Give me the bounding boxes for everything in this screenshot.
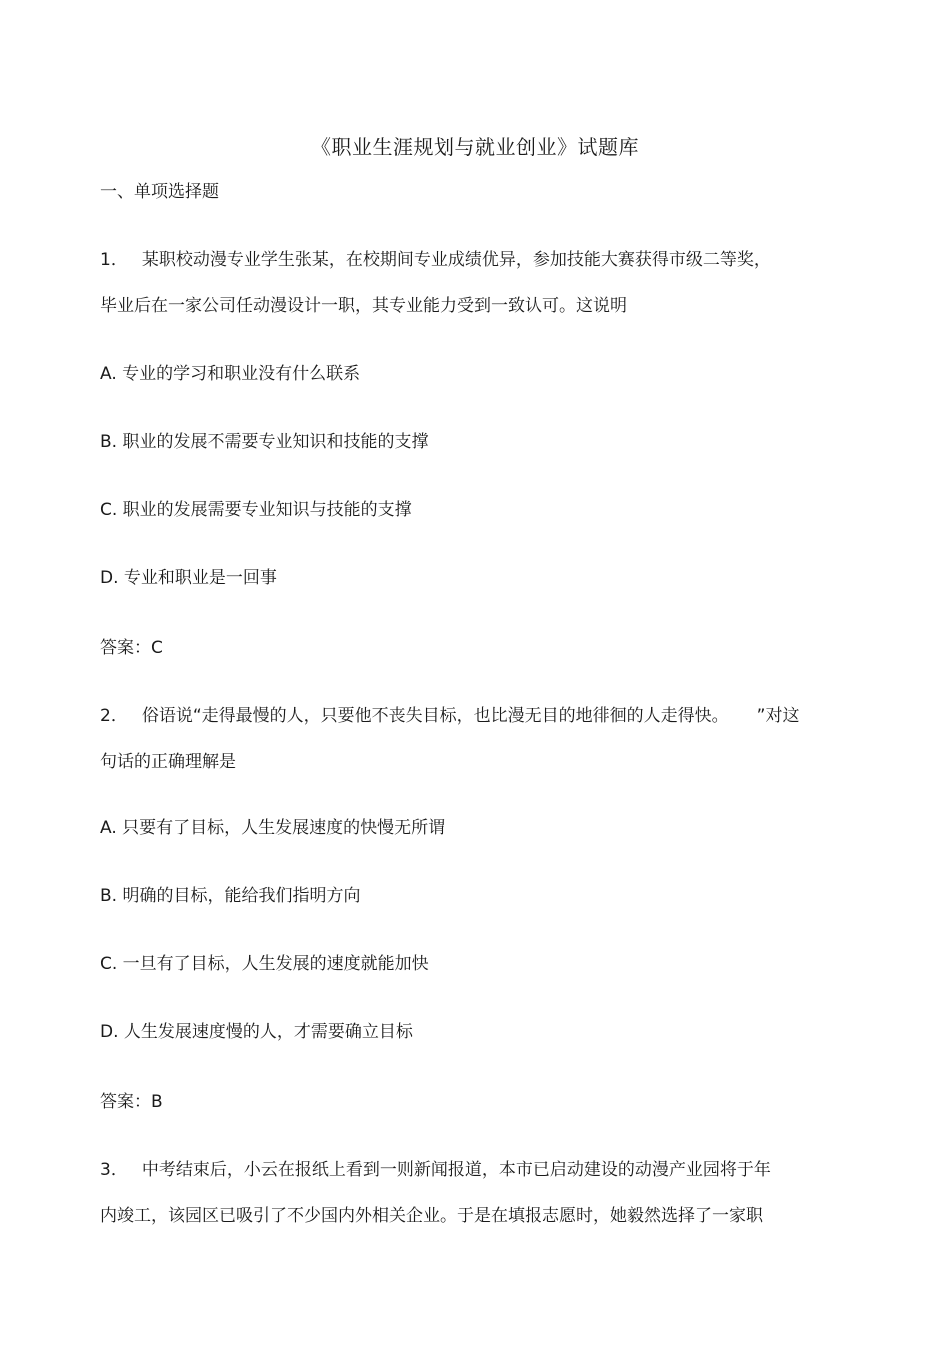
- question-1-stem-text: 某职校动漫专业学生张某，在校期间专业成绩优异，参加技能大赛获得市级二等奖，: [141, 250, 771, 270]
- question-3-stem-line-2: 内竣工，该园区已吸引了不少国内外相关企业。于是在填报志愿时，她毅然选择了一家职: [100, 1206, 763, 1226]
- question-1-option-c: C. 职业的发展需要专业知识与技能的支撑: [100, 500, 412, 520]
- question-2-option-a: A. 只要有了目标，人生发展速度的快慢无所谓: [100, 818, 446, 838]
- question-2-number: 2．: [100, 706, 128, 726]
- question-2-answer: 答案：B: [100, 1092, 163, 1112]
- question-2-option-b: B. 明确的目标，能给我们指明方向: [100, 886, 361, 906]
- question-3-stem-line-1: [100, 1158, 771, 1182]
- question-2-stem-text-end: ”对这: [756, 706, 800, 726]
- question-1-stem-line-2: 毕业后在一家公司任动漫设计一职，其专业能力受到一致认可。这说明: [100, 296, 627, 316]
- question-1-option-d: D. 专业和职业是一回事: [100, 568, 277, 588]
- question-1-answer: 答案：C: [100, 638, 163, 658]
- question-1-stem-line-1: [100, 248, 771, 272]
- question-2-option-c: C. 一旦有了目标，人生发展的速度就能加快: [100, 954, 429, 974]
- document-title: 《职业生涯规划与就业创业》试题库: [311, 135, 639, 159]
- question-3-number: 3．: [100, 1160, 128, 1180]
- question-2-stem-text: 俗语说“走得最慢的人，只要他不丧失目标，也比漫无目的地徘徊的人走得快。: [141, 706, 729, 726]
- question-1-option-a: A. 专业的学习和职业没有什么联系: [100, 364, 361, 384]
- section-heading: 一、单项选择题: [100, 182, 219, 202]
- question-1-option-b: B. 职业的发展不需要专业知识和技能的支撑: [100, 432, 429, 452]
- question-1-number: 1．: [100, 250, 128, 270]
- question-2-option-d: D. 人生发展速度慢的人，才需要确立目标: [100, 1022, 413, 1042]
- question-3-stem-text: 中考结束后，小云在报纸上看到一则新闻报道，本市已启动建设的动漫产业园将于年: [141, 1160, 771, 1180]
- question-2-stem-line-2: 句话的正确理解是: [100, 752, 236, 772]
- question-2-stem-line-1: [100, 704, 799, 728]
